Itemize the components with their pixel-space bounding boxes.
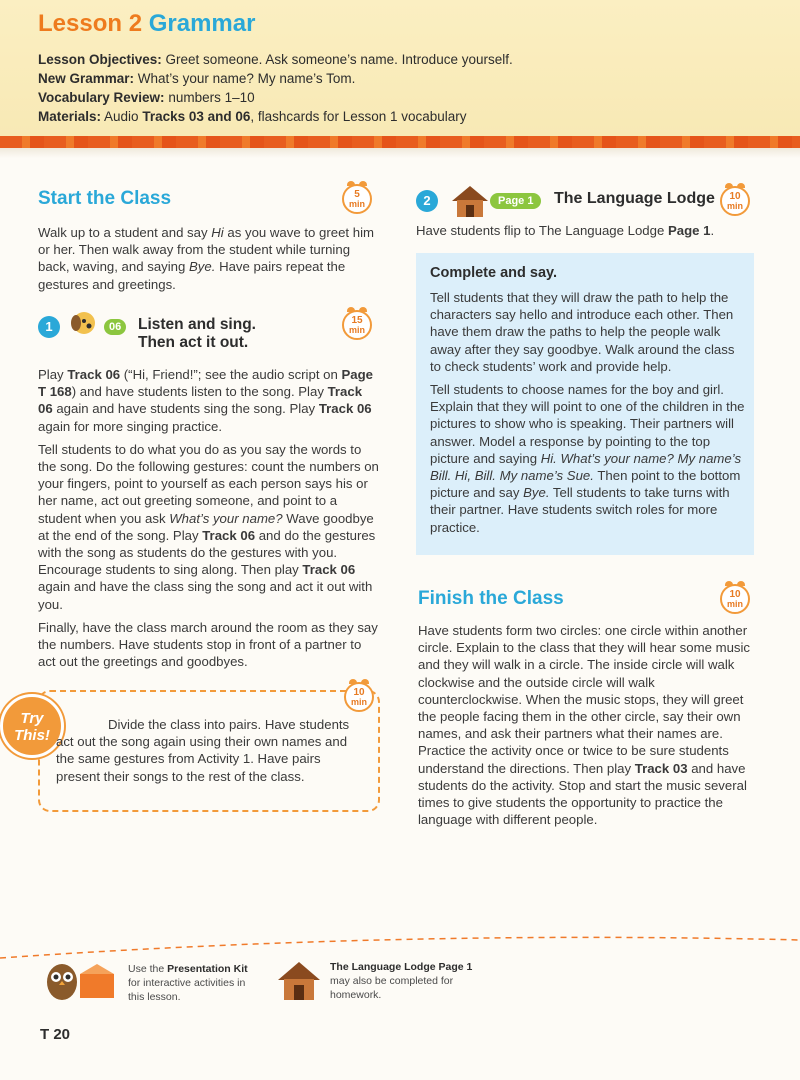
activity1-paragraph: Play Track 06 (“Hi, Friend!”; see the audio script on Page T 168) and have students listen to the song. Play Track 06 again and have students sing the song. Play Track 06 again for more singing practice. [38, 367, 374, 434]
page-number: T 20 [40, 1026, 71, 1043]
decorative-band [0, 136, 800, 148]
timer-icon: 10 min [720, 584, 750, 614]
vocab-row: Vocabulary Review: numbers 1–10 [38, 90, 255, 105]
activity1-title: Listen and sing. Then act it out. [138, 316, 256, 351]
lodge-house-icon [276, 960, 322, 1002]
try-this-text: Divide the class into pairs. Have students act out the song again using their own names and the same gestures from Activity 1. Have pairs present their songs to the rest of the class. [56, 717, 350, 784]
presentation-kit-note: Use the Presentation Kit for interactive activities in this lesson. [128, 963, 248, 1003]
activity1-paragraph: Tell students to do what you do as you say the words to the song. Do the following gestures: count the numbers on your fingers, point to yourself as each person says his or her name, act out greeting someone, and point to a student when you ask What’s your name? Wave goodbye at the end of the song. Play Track 06 and do the gestures with the song as students do the gestures with you. Encourage students to sing along. Then play Track 06 again and have the class sing the song and act it out with you. [38, 441, 379, 612]
finish-class-title: Finish the Class [418, 588, 564, 609]
start-class-text: Walk up to a student and say Hi as you wave to greet him or her. Then walk away from the student while turning back, waving, and saying Bye. Have pairs repeat the gestures and greetings. [38, 225, 374, 292]
owl-and-kit-icon [42, 960, 120, 1002]
grammar-row: New Grammar: What’s your name? My name’s Tom. [38, 71, 356, 86]
complete-and-say-paragraph: Tell students that they will draw the path to help the characters say hello and introduce each other. Then have them draw the paths to help the people walk away after they say goodbye. Walk around the class to check students’ work and provide help. [430, 290, 735, 374]
language-lodge-note: The Language Lodge Page 1 may also be completed for homework. [330, 961, 473, 1001]
timer-icon: 15 min [342, 310, 372, 340]
lesson-topic: Grammar [148, 10, 256, 37]
activity2-intro: Have students flip to The Language Lodge Page 1. [416, 223, 715, 238]
activity2-title: The Language Lodge [554, 190, 715, 207]
complete-and-say-title: Complete and say. [430, 265, 558, 281]
try-this-badge: Try This! [0, 694, 64, 758]
finish-class-text: Have students form two circles: one circle within another circle. Explain to the class that they will hear some music and they will walk in a circle. The inside circle will walk clockwise and the outside circle will walk counterclockwise. When the music stops, they will greet the people facing them in the other circle, say their own names, and ask their partners what their names are. Practice the activity once or twice to be sure students understand the directions. Then play Track 03 and have students do the activity. Stop and start the music several times to give students the opportunity to practice the language with different people. [418, 623, 751, 828]
page-badge: Page 1 [490, 193, 541, 209]
lesson-title [38, 10, 255, 38]
activity1-body [38, 360, 380, 670]
lesson-info [38, 50, 513, 126]
objectives-row: Lesson Objectives: Greet someone. Ask someone’s name. Introduce yourself. [38, 52, 513, 67]
track-badge: 06 [104, 319, 126, 335]
activity-number-badge: 1 [38, 316, 60, 338]
lesson-number: Lesson 2 [38, 10, 143, 37]
lesson-header [0, 0, 800, 136]
activity-number-badge: 2 [416, 190, 438, 212]
band-shadow [0, 148, 800, 158]
activity1-paragraph: Finally, have the class march around the room as they say the numbers. Have students stop in front of a partner to act out the greetings and goodbyes. [38, 619, 378, 670]
footer-divider [0, 936, 800, 960]
dog-character-icon [70, 308, 102, 336]
complete-and-say-box [416, 253, 754, 555]
timer-icon: 10 min [344, 682, 374, 712]
left-column [38, 188, 380, 293]
materials-row: Materials: Audio Tracks 03 and 06, flashcards for Lesson 1 vocabulary [38, 109, 467, 124]
timer-icon: 10 min [720, 186, 750, 216]
complete-and-say-paragraph: Tell students to choose names for the boy and girl. Explain that they will point to one of the children in the pictures to show who is speaking. Their partners will answer. Model a response by pointing to the top picture and saying Hi. What’s your name? My name’s Bill. Hi, Bill. My name’s Sue. Then point to the bottom picture and say Bye. Tell students to take turns with their partner. Have students switch roles for more practice. [430, 382, 745, 535]
lodge-house-icon [450, 183, 490, 219]
start-class-title: Start the Class [38, 188, 172, 209]
timer-icon: 5 min [342, 184, 372, 214]
